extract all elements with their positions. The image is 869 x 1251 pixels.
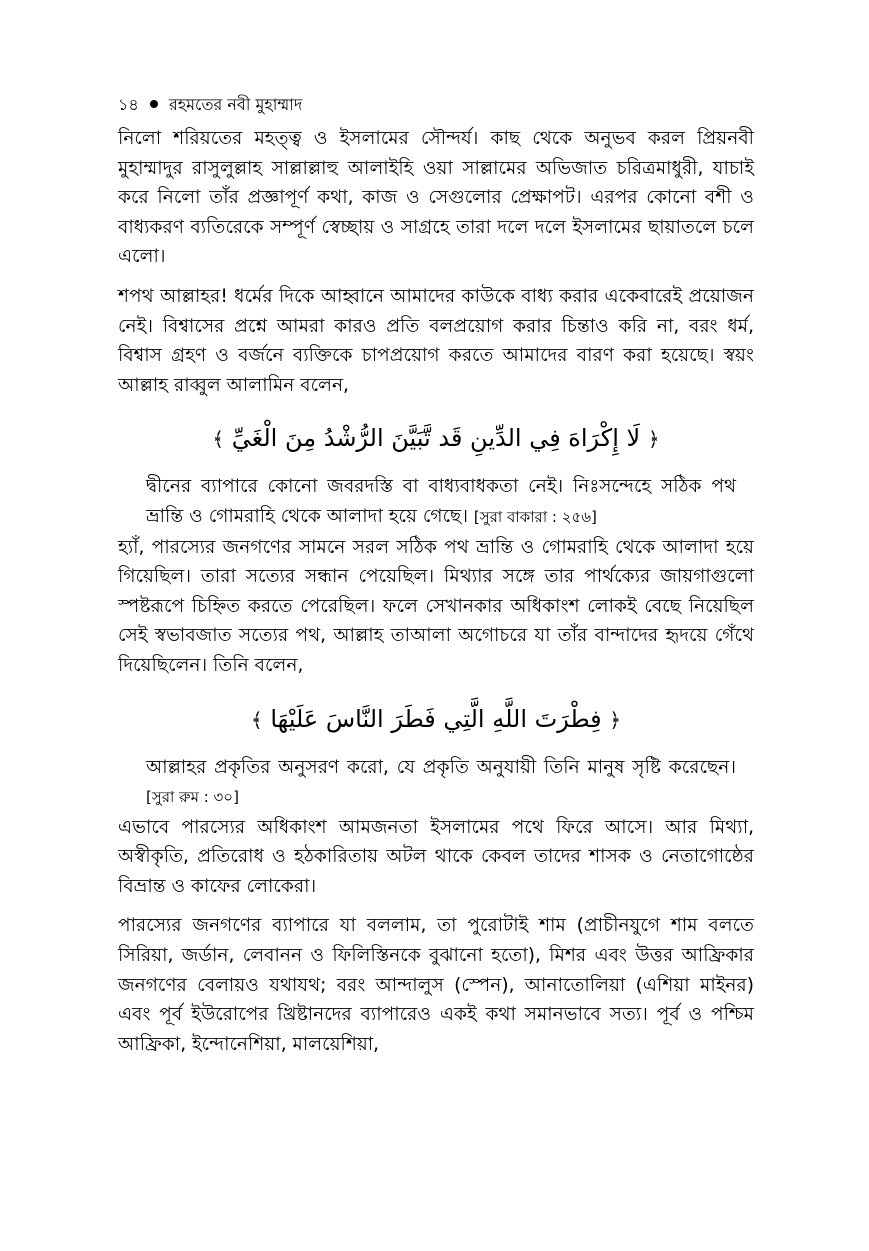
book-page: [118, 94, 754, 1059]
paragraph-gap: [118, 901, 754, 911]
verse-translation-2: [146, 753, 736, 813]
translation-text: আল্লাহর প্রকৃতির অনুসরণ করো, যে প্রকৃতি অনুযায়ী তিনি মানুষ সৃষ্টি করেছেন।: [146, 756, 736, 778]
ornate-bracket-open-icon: ﴿: [647, 427, 660, 452]
page-number: ১৪: [118, 95, 139, 114]
book-title: রহমতের নবী মুহাম্মাদ: [168, 95, 303, 114]
verse-reference: [সুরা রুম : ৩০]: [146, 788, 239, 807]
bullet-separator-icon: [150, 100, 158, 108]
paragraph-5: পারস্যের জনগণের ব্যাপারে যা বললাম, তা পুরোটাই শাম (প্রাচীনযুগে শাম বলতে সিরিয়া, জর্ডান, লেবানন ও ফিলিস্তিনকে বুঝানো হতো), মিশর এবং উত্তর আফ্রিকার জনগণের বেলায়ও যথাযথ; বরং আন্দালুস (স্পেন), আনাতোলিয়া (এশিয়া মাইনর) এবং পূর্ব ইউরোপের খ্রিষ্টানদের ব্যাপারেও একই কথা সমানভাবে সত্য। পূর্ব ও পশ্চিম আফ্রিকা, ইন্দোনেশিয়া, মালয়েশিয়া,: [118, 915, 755, 1055]
translation-text: দ্বীনের ব্যাপারে কোনো জবরদস্তি বা বাধ্যবাধকতা নেই। নিঃসন্দেহে সঠিক পথ ভ্রান্তি ও গোমরাহি থেকে আলাদা হয়ে গেছে।: [146, 476, 736, 527]
paragraph-gap: [118, 272, 754, 282]
running-header: [118, 94, 754, 116]
verse-translation-1: [146, 472, 736, 532]
paragraph-3: হ্যাঁ, পারস্যের জনগণের সামনে সরল সঠিক পথ ভ্রান্তি ও গোমরাহি থেকে আলাদা হয়ে গিয়েছিল। তারা সত্যের সন্ধান পেয়েছিল। মিথ্যার সঙ্গে তার পার্থক্যের জায়গাগুলো স্পষ্টরূপে চিহ্নিত করতে পেরেছিল। ফলে সেখানকার অধিকাংশ লোকই বেছে নিয়েছিল সেই স্বভাবজাত সত্যের পথ, আল্লাহ তাআলা অগোচরে যা তাঁর বান্দাদের হৃদয়ে গেঁথে দিয়েছিলেন। তিনি বলেন,: [118, 536, 754, 676]
ornate-bracket-open-icon: ﴿: [609, 707, 621, 732]
ornate-bracket-close-icon: ﴾: [212, 427, 225, 452]
arabic-verse-text: فِطْرَتَ اللَّهِ الَّتِي فَطَرَ النَّاسَ عَلَيْهَا: [270, 704, 602, 733]
arabic-verse-text: لَا إِكْرَاهَ فِي الدِّينِ قَد تَّبَيَّنَ الرُّشْدُ مِنَ الْغَيِّ: [231, 424, 641, 453]
verse-reference: [সুরা বাকারা : ২৫৬]: [473, 507, 597, 526]
quran-verse-2: [118, 699, 754, 739]
paragraph-1: নিলো শরিয়তের মহত্ত্ব ও ইসলামের সৌন্দর্য। কাছ থেকে অনুভব করল প্রিয়নবী মুহাম্মাদুর রাসুলুল্লাহ সাল্লাল্লাহু আলাইহি ওয়া সাল্লামের অভিজাত চরিত্রমাধুরী, যাচাই করে নিলো তাঁর প্রজ্ঞাপূর্ণ কথা, কাজ ও সেগুলোর প্রেক্ষাপট। এরপর কোনো বশী ও বাধ্যকরণ ব্যতিরেকে সম্পূর্ণ স্বেচ্ছায় ও সাগ্রহে তারা দলে দলে ইসলামের ছায়াতলে চলে এলো।: [118, 128, 754, 268]
ornate-bracket-close-icon: ﴾: [251, 707, 263, 732]
quran-verse-1: [118, 418, 754, 458]
paragraph-2: শপথ আল্লাহর! ধর্মের দিকে আহ্বানে আমাদের কাউকে বাধ্য করার একেবারেই প্রয়োজন নেই। বিশ্বাসের প্রশ্নে আমরা কারও প্রতি বলপ্রয়োগ করার চিন্তাও করি না, বরং ধর্ম, বিশ্বাস গ্রহণ ও বর্জনে ব্যক্তিকে চাপপ্রয়োগ করতে আমাদের বারণ করা হয়েছে। স্বয়ং আল্লাহ রাব্বুল আলামিন বলেন,: [118, 285, 754, 396]
paragraph-4: এভাবে পারস্যের অধিকাংশ আমজনতা ইসলামের পথে ফিরে আসে। আর মিথ্যা, অস্বীকৃতি, প্রতিরোধ ও হঠকারিতায় অটল থাকে কেবল তাদের শাসক ও নেতাগোষ্ঠের বিভ্রান্ত ও কাফের লোকেরা।: [118, 816, 754, 897]
